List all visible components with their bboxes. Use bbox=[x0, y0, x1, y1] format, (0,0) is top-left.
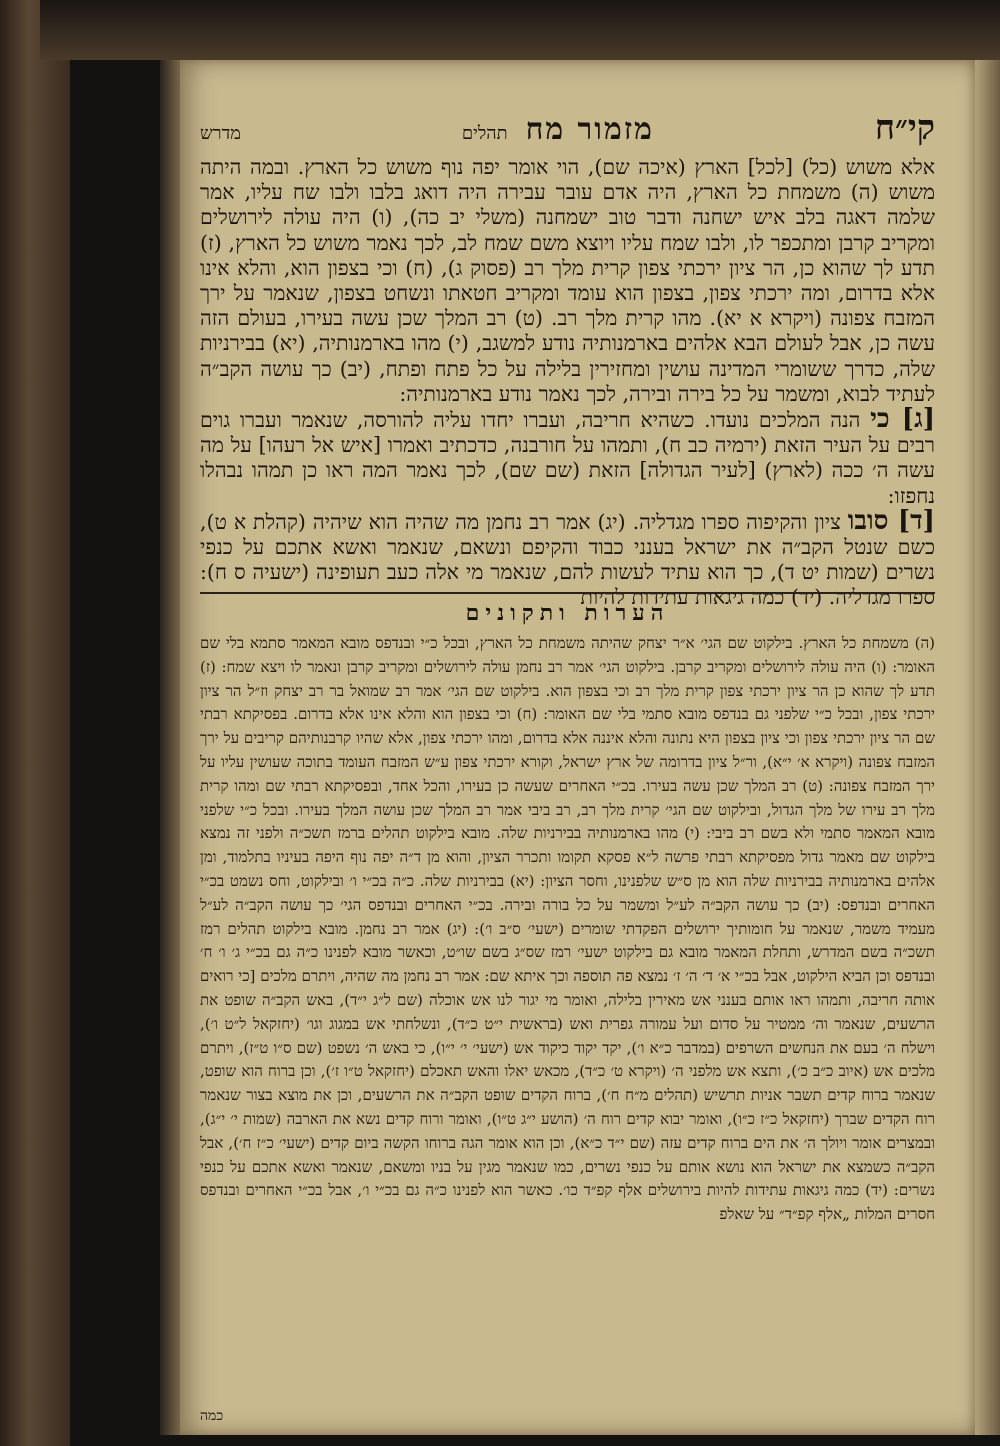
midrash-label: מדרש bbox=[200, 123, 241, 144]
lemma-lead: [ג] כי bbox=[870, 404, 935, 435]
main-paragraph bbox=[200, 404, 935, 509]
page-fore-edge bbox=[975, 60, 1000, 1435]
psalm-title: מזמור מח bbox=[525, 112, 654, 147]
running-title bbox=[462, 112, 654, 147]
catchword: כמה bbox=[200, 1408, 224, 1424]
running-header bbox=[200, 108, 935, 158]
main-paragraph-text: הנה המלכים נועדו. כשהיא חריבה, ועברו יחדו עליה להורסה, שנאמר ועברו גוים רבים על העיר הזאת (ירמיה כב ח), ותמהו על חורבנה, כדכתיב ואמרו [איש אל רעהו] על מה עשה ה׳ ככה (לארץ) [לעיר הגדולה] הזאת (שם שם), לכך נאמר המה ראו כן תמהו נבהלו נחפזו: bbox=[200, 408, 935, 508]
main-paragraph-text: אלא משוש (כל) [לכל] הארץ (איכה שם), הוי אומר יפה נוף משוש כל הארץ. ובמה היתה משוש (ה) משמחת כל הארץ, היה אדם עובר עבירה היה דואג בלבו ולבו שח עליו, אמר שלמה דאגה בלב איש ישחנה ודבר טוב ישמחנה (משלי יב כה), (ו) היה עולה לירושלים ומקריב קרבן ומתכפר לו, ולבו שמח עליו ויוצא משם שמח לב, לכך נאמר משוש כל הארץ, (ז) תדע לך שהוא כן, הר ציון ירכתי צפון קרית מלך רב (פסוק ג), (ח) וכי בצפון הוא, והלא אינו אלא בדרום, ומה ירכתי צפון, בצפון הוא עומד ומקריב חטאתו ונשחט בצפון, שנאמר על ירך המזבח צפונה (ויקרא א יא). מהו קרית מלך רב. (ט) רב המלך שכן עשה בעירו, בעולם הזה עשה כן, אבל לעולם הבא אלהים בארמנותיה נודע למשגב, (י) מהו בארמנותיה, (יא) בבירניות שלה, כדרך ששומרי המדינה עושין ומחזירין בלילה על כל פתח ופתח, (יב) כך עושה הקב״ה לעתיד לבוא, ומשמר על כל בירה ובירה, לכך נאמר נודע בארמנותיה: bbox=[200, 155, 935, 406]
main-text bbox=[200, 155, 935, 611]
notes-text bbox=[200, 632, 935, 1227]
main-paragraph-text: ציון והקיפוה ספרו מגדליה. (יג) אמר רב נחמן מה שהיה הוא שיהיה (קהלת א ט), כשם שנטל הקב״ה את ישראל בענני כבוד והקיפם ונשאם, שנאמר ואשא אתכם על כנפי נשרים (שמות יט ד), כך הוא עתיד לעשות להם, שנאמר מי אלה כעב תעופינה (ישעיה ס ח): ספרו מגדליה. (יד) כמה גיגאות עתידות להיות bbox=[200, 509, 935, 610]
main-paragraph bbox=[200, 505, 935, 611]
notes-heading: הערות ותקונים bbox=[465, 600, 670, 626]
book-top-edge bbox=[40, 0, 1000, 60]
lemma-lead: [ד] סובו bbox=[847, 505, 935, 536]
page-number: קי״ח bbox=[874, 108, 935, 148]
main-paragraph bbox=[200, 155, 935, 407]
book-cover-edge bbox=[0, 0, 70, 1446]
book-title: תהלים bbox=[461, 123, 508, 144]
notes-paragraph: (ה) משמחת כל הארץ. בילקוט שם הגי׳ א״ר יצחק שהיתה משמחת כל הארץ, ובכל כ״י ובנדפס מובא המאמר סתמא בלי שם האומר: (ו) היה עולה לירושלים ומקריב קרבן. בילקוט הגי׳ אמר רב נחמן עולה לירושלים ומקריב קרבן ונאמר לו ויצא שמח: (ז) תדע לך שהוא כן הר ציון ירכתי צפון קרית מלך רב וכי בצפון הוא. בילקוט שם הגי׳ אמר רב שמואל בר רב יצחק וז״ל הר ציון ירכתי צפון, ובכל כ״י שלפני גם בנדפס מובא סתמי בלי שם האומר: (ח) וכי בצפון הוא והלא אינו אלא בדרום. בפסיקתא רבתי שם הר ציון ירכתי צפון וכי ציון בצפון היא נתונה והלא איננה אלא בדרום, ומהו ירכתי צפון, אלא שהיו קרבנותיהם קריבים על ירך המזבח צפונה (ויקרא א׳ י״א), ור״ל ציון בדרומה של ארץ ישראל, וקורא ירכתי צפון ע״ש המזבח העומד בתוכה שעושין עליו על ירך המזבח צפונה: (ט) רב המלך שכן עשה בעירו. בכ״י האחרים שעשה כן בעירו, והכל אחד, ובפסיקתא רבתי שם ומהו קרית מלך רב עירו של מלך הגדול, ובילקוט שם הגי׳ קרית מלך רב, רב ביבי אמר רב המלך שכן עושה המלך בעירו. ובכל כ״י שלפני מובא המאמר סתמי ולא בשם רב ביבי: (י) מהו בארמנותיה בבירניות שלה. מובא בילקוט תהלים ברמז תשכ״ה ולפני זה נמצא בילקוט שם מאמר גדול מפסיקתא רבתי פרשה ל״א פסקא תקומו ותכרר הציון, והוא מן ד״ה יפה נוף היפה בעיניו בתלמוד, ומן אלהים בארמנותיה בבירניות שלה הוא מן ס״ש שלפנינו, וחסר הציון: (יא) בבירניות שלה. כ״ה בכ״י ו׳ ובילקוט, וחס נשמט בכ״י האחרים ובנדפס: (יב) כך עושה הקב״ה לע״ל ומשמר על כל בורה ובירה. בכ״י האחרים ובנדפס הגי׳ כך עושה הקב״ה לע״ל מעמיד משמר, שנאמר על חומותיך ירושלים הפקדתי שומרים (ישעי׳ ס״ב ו׳): (יג) אמר רב נחמן. מובא בילקוט תהלים רמז תשכ״ה בשם המדרש, ותחלת המאמר מובא גם בילקוט ישעי׳ רמז שס״ג בשם שו״ט, וכאשר מובא לפנינו כ״ה גם בכ״י ג׳ ו׳ ח׳ ובנדפס וכן הביא הילקוט, אבל בכ״י א׳ ד׳ ה׳ ז׳ נמצא פה תוספה וכך איתא שם: אמר רב נחמן מה שהיה, ויתרם מלכים [כי רואים אותה חריבה, ותמהו ראו אותם בענני אש מאירין בלילה, ואומר מי יגור לנו אש אוכלה (שם ל״ג י״ד), באש הקב״ה שופט את הרשעים, שנאמר וה׳ ממטיר על סדום ועל עמורה גפרית ואש (בראשית י״ט כ״ד), ונשלחתי אש במגוג וגו׳ (יחזקאל ל״ט ו׳), וישלח ה׳ בעם את הנחשים השרפים (במדבר כ״א ו׳), יקד יקוד כיקוד אש (ישעי׳ י׳ י״ו), כי באש ה׳ נשפט (שם ס״ו ט״ז), ויתרם מלכים אש (איוב כ״ב כ׳), ותצא אש מלפני ה׳ (ויקרא ט׳ כ״ד), מכאש יאלו והאש תאכלם (יחזקאל ט״ו ז׳), וכן ברוח הוא שופט, שנאמר ברוח קדים תשבר אניות תרשיש (תהלים מ״ח ח׳), ברוח הקדים שופט הקב״ה את הרשעים, וכן את מוצא בצור שנאמר רוח הקדים שברך (יחזקאל כ״ז כ״ו), ואומר יבוא קדים רוח ה׳ (הושע י״ג ט״ו), ואומר ורוח קדים נשא את הארבה (שמות י׳ י״ג), ובמצרים אומר ויולך ה׳ את הים ברוח קדים עזה (שם י״ד כ״א), וכן הוא אומר הגה ברוחו הקשה ביום קדים (ישעי׳ כ״ז ח׳), אבל הקב״ה כשמצא את ישראל הוא נושא אותם על כנפי נשרים, כמו שנאמר מגין על בניו ומשאם, שנאמר ואשא אתכם על כנפי נשרים: (יד) כמה גיגאות עתידות להיות בירושלים אלף קפ״ד כו׳. כאשר הוא לפנינו כ״ה גם בכ״י ו׳, אבל בכ״י האחרים ובנדפס חסרים המלות „אלף קפ״ד״ על שאלפ bbox=[200, 634, 935, 1224]
section-divider bbox=[200, 592, 935, 594]
